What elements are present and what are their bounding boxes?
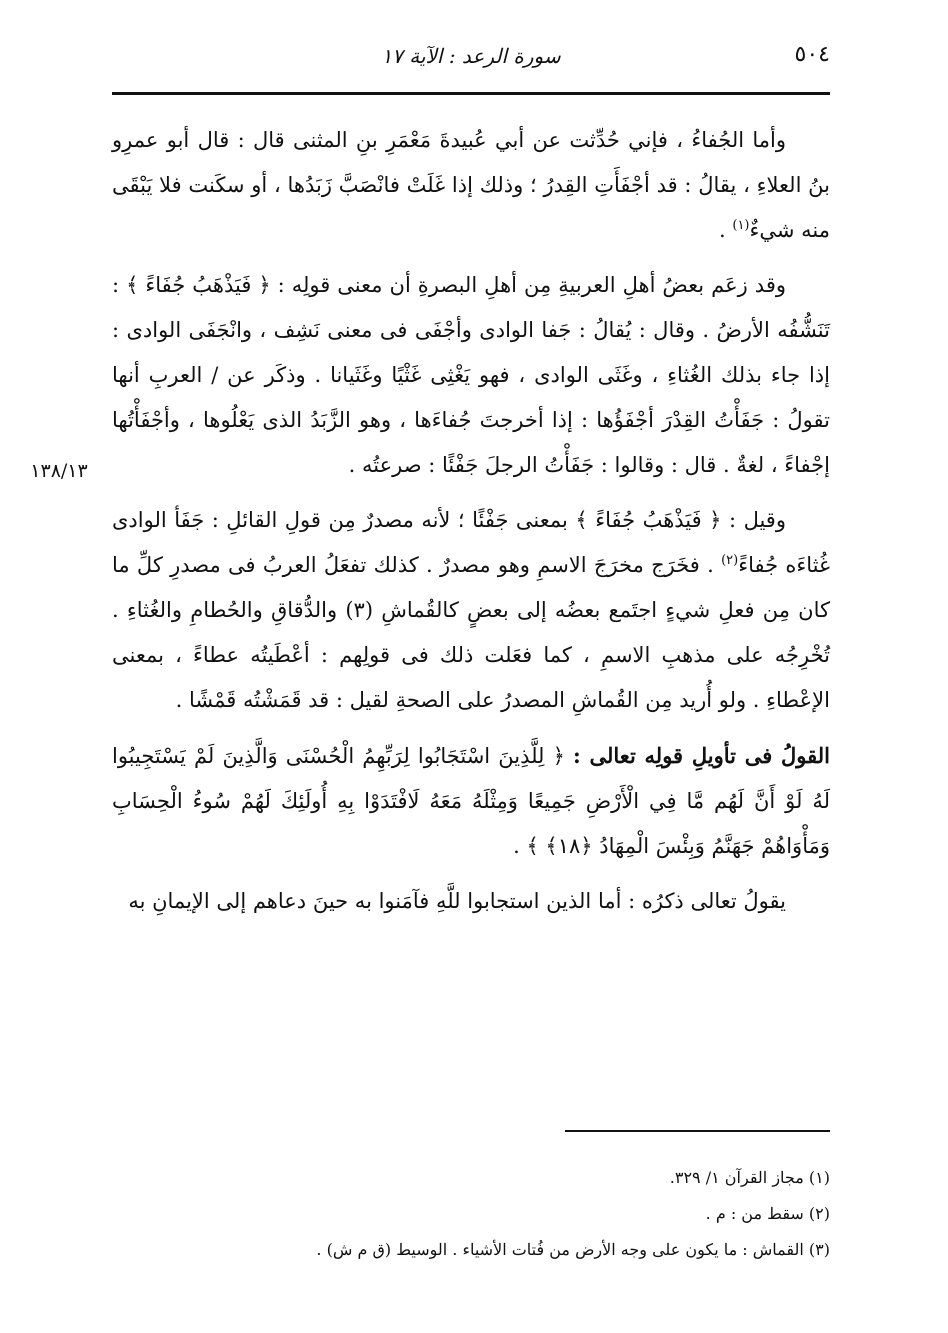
quran-verse: ﴿ لِلَّذِينَ اسْتَجَابُوا لِرَبِّهِمُ الْحُسْنَى وَالَّذِينَ لَمْ يَسْتَجِيبُوا لَهُ لَوْ أَنَّ لَهُم مَّا فِي الْأَرْضِ جَمِيعًا وَمِثْلَهُ مَعَهُ لَافْتَدَوْا بِهِ أُولَئِكَ لَهُمْ سُوءُ الْحِسَابِ وَمَأْوَاهُمْ جَهَنَّمُ وَبِئْسَ الْمِهَادُ ﴿١٨﴾ ﴾ . bbox=[112, 744, 830, 858]
paragraph-tail: . فخَرَج مخرَجَ الاسمِ وهو مصدرٌ . كذلك تفعَلُ العربُ فى مصدرِ كلِّ ما كان مِن فعلِ شيءٍ اجتَمع بعضُه إلى بعضٍ كالقُماشِ (٣) والدُّقاقِ والحُطامِ والغُثاءِ . تُخْرِجُه على مذهبِ الاسمِ ، كما فعَلت ذلك فى قولِهم : أعْطَيتُه عطاءً ، بمعنى الإعْطاءِ . ولو أُريد مِن القُماشِ المصدرُ على الصحةِ لقيل : قد قَمَشْتُه قَمْشًا . bbox=[112, 553, 830, 712]
page-number: ٥٠٤ bbox=[794, 42, 830, 67]
paragraph-4 bbox=[112, 733, 830, 869]
running-title: سورة الرعد : الآية ١٧ bbox=[381, 44, 561, 68]
footnote-1: (١) مجاز القرآن ١/ ٣٢٩. bbox=[669, 1168, 830, 1187]
page-header bbox=[112, 38, 830, 78]
margin-reference: ١٣٨/١٣ bbox=[30, 460, 88, 482]
paragraph-2 bbox=[112, 263, 830, 488]
body-text bbox=[112, 118, 830, 934]
paragraph-3 bbox=[112, 498, 830, 723]
paragraph-text: وقد زعَم بعضُ أهلِ العربيةِ مِن أهلِ البصرةِ أن معنى قولِه : ﴿ فَيَذْهَبُ جُفَاءً ﴾ : تَنَشُّفُه الأرضُ . وقال : يُقالُ : جَفا الوادى وأجْفَى فى معنى نَشِف ، وانْجَفَى الوادى : إذا جاء بذلك الغُثاءِ ، وغَثَى الوادى ، فهو يَغْثِى غَثْيًا وغَثَيانا . وذكَر عن / العربِ أنها تقولُ : جَفَأْتُ القِدْرَ أجْفَؤُها : إذا أخرجتَ جُفاءَها ، وهو الزَّبَدُ الذى يَعْلُوها ، وأجْفَأْتُها إجْفاءً ، لغةٌ . قال : وقالوا : جَفَأْتُ الرجلَ جَفْئًا : صرعتُه . bbox=[112, 273, 830, 477]
footnote-ref: (٢) bbox=[721, 553, 739, 568]
footnote-3: (٣) القماش : ما يكون على وجه الأرض من فُتات الأشياء . الوسيط (ق م ش) . bbox=[316, 1240, 830, 1259]
footnote-rule bbox=[565, 1130, 830, 1132]
paragraph-5 bbox=[112, 879, 830, 924]
section-heading: القولُ فى تأويلِ قولِه تعالى : bbox=[573, 743, 830, 768]
paragraph-tail: . bbox=[719, 218, 733, 242]
paragraph-text: وقيل : ﴿ فَيَذْهَبُ جُفَاءً ﴾ بمعنى جَفْئًا ؛ لأنه مصدرٌ مِن قولِ القائلِ : جَفَأ الوادى غُثاءَه جُفاءً bbox=[112, 508, 830, 577]
paragraph-text: وأما الجُفاءُ ، فإني حُدِّثت عن أبي عُبيدةَ مَعْمَرِ بنِ المثنى قال : قال أبو عمرِو بنُ العلاءِ ، يقالُ : قد أجْفَأَتِ القِدرُ ؛ وذلك إذا غَلَتْ فانْصَبَّ زَبَدُها ، أو سكَنت فلا يَبْقَى منه شيءٌ bbox=[112, 128, 830, 242]
footnote-2: (٢) سقط من : م . bbox=[705, 1204, 830, 1223]
paragraph-1 bbox=[112, 118, 830, 253]
footnote-ref: (١) bbox=[732, 218, 750, 233]
header-rule bbox=[112, 92, 830, 95]
paragraph-text: يقولُ تعالى ذكرُه : أما الذين استجابوا للَّهِ فآمَنوا به حينَ دعاهم إلى الإيمانِ به bbox=[128, 889, 786, 913]
footnotes bbox=[112, 1160, 830, 1268]
